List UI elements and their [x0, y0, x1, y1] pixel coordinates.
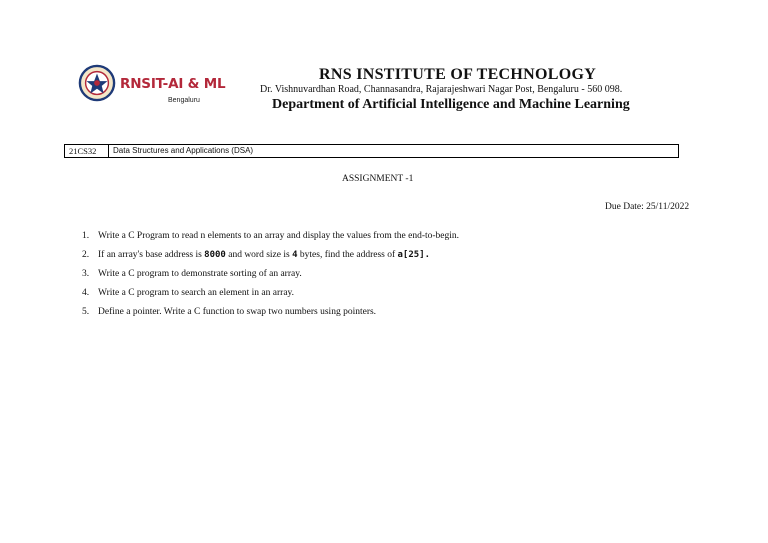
question-text-part: If an array's base address is — [98, 250, 205, 260]
question-item — [82, 230, 459, 249]
question-text: Write a C program to demonstrate sorting of an array. — [98, 269, 302, 279]
due-date-label: Due Date: — [605, 202, 644, 212]
course-code: 21CS32 — [69, 146, 97, 156]
institute-logo — [74, 62, 226, 118]
base-address-value: 8000 — [204, 250, 226, 260]
word-size-value: 4 — [292, 250, 298, 260]
logo-subtitle: Bengaluru — [168, 97, 200, 104]
institute-seal-icon — [78, 64, 116, 102]
question-text-part: and word size is — [225, 250, 293, 260]
assignment-title: ASSIGNMENT -1 — [342, 174, 414, 184]
question-item — [82, 306, 459, 325]
due-date — [605, 202, 689, 212]
question-number: 2. — [82, 250, 90, 260]
question-number: 3. — [82, 269, 90, 279]
question-number: 4. — [82, 288, 90, 298]
array-expression: a[25]. — [397, 250, 431, 260]
question-item — [82, 268, 459, 287]
institute-address: Dr. Vishnuvardhan Road, Channasandra, Rajarajeshwari Nagar Post, Bengaluru - 560 098. — [260, 84, 623, 95]
institute-name: RNS INSTITUTE OF TECHNOLOGY — [319, 66, 597, 83]
question-text: Write a C Program to read n elements to an array and display the values from the end-to-begin. — [98, 231, 460, 241]
question-number: 5. — [82, 307, 90, 317]
question-text-part: bytes, find the address of — [297, 250, 398, 260]
question-text: Define a pointer. Write a C function to swap two numbers using pointers. — [98, 307, 377, 317]
course-divider — [108, 145, 109, 157]
question-list — [82, 230, 459, 325]
question-item — [82, 287, 459, 306]
department-name: Department of Artificial Intelligence and Machine Learning — [272, 97, 630, 112]
question-number: 1. — [82, 231, 90, 241]
logo-text: RNSIT-AI & ML — [120, 76, 226, 92]
course-title: Data Structures and Applications (DSA) — [113, 146, 254, 155]
course-box — [64, 144, 679, 158]
due-date-value: 25/11/2022 — [646, 202, 690, 212]
question-text: Write a C program to search an element in an array. — [98, 288, 295, 298]
question-item — [82, 249, 459, 268]
